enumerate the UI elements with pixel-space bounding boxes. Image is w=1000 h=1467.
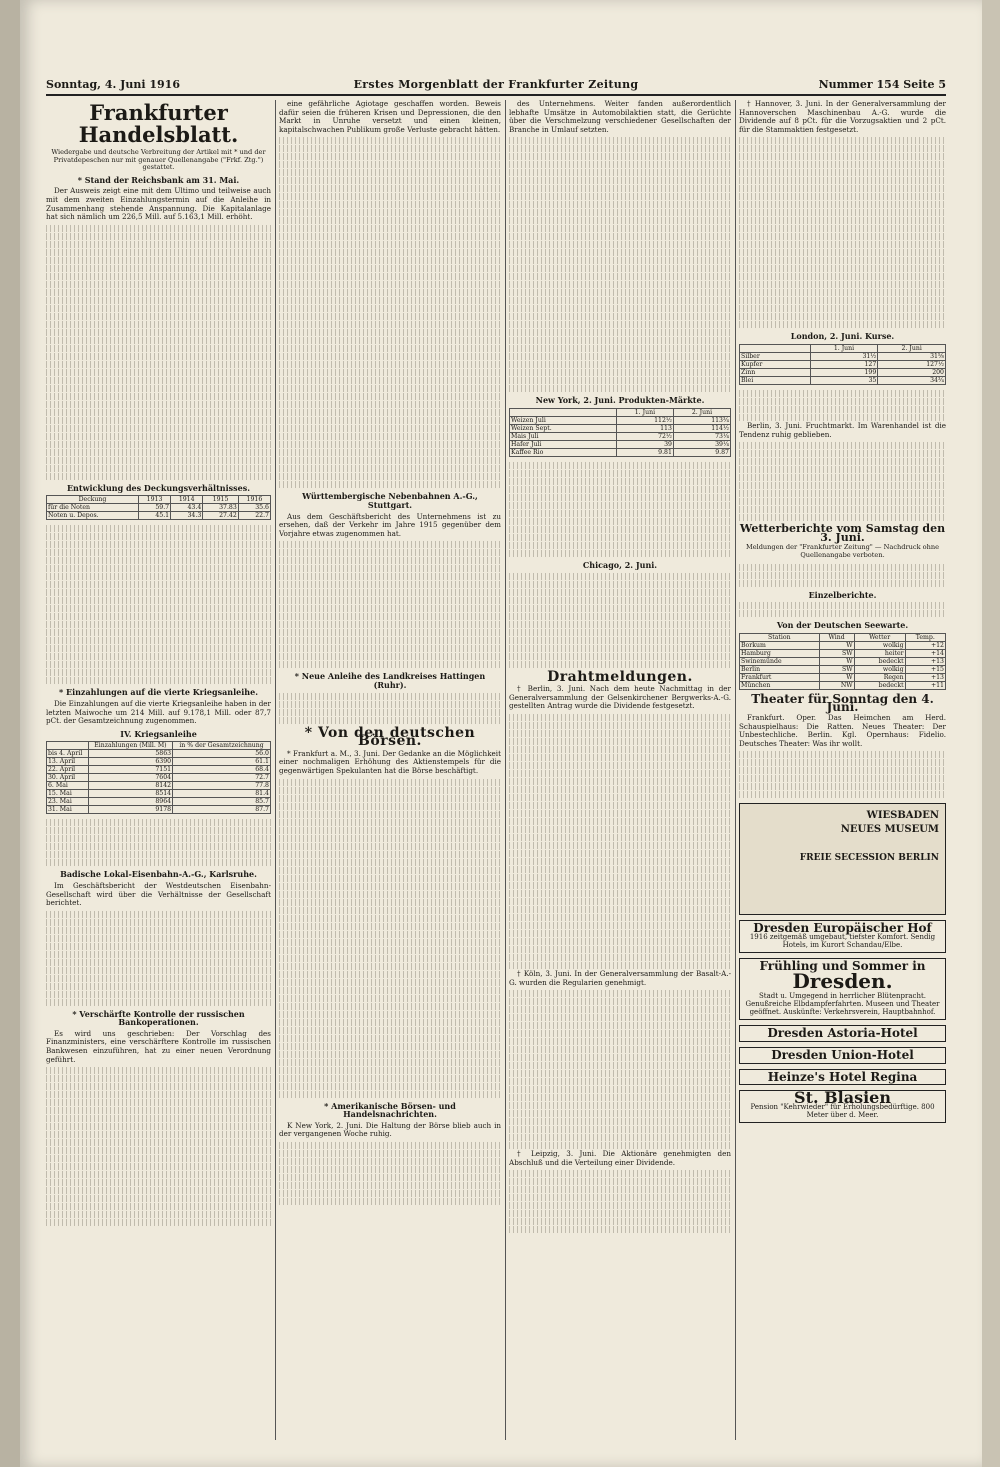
ad-heading: Frühling und Sommer in — [759, 958, 926, 973]
poster-line: FREIE SECESSION BERLIN — [799, 853, 939, 864]
table-cell: +15 — [905, 665, 945, 673]
table-cell: 7604 — [88, 774, 172, 782]
table-cell: 5863 — [88, 750, 172, 758]
table-cell: 15. Mai — [47, 790, 89, 798]
section-heading: Drahtmeldungen. — [547, 668, 693, 685]
table-cell: 34.3 — [171, 512, 203, 520]
table-cell: +14 — [905, 649, 945, 657]
article-heading: Badische Lokal-Eisenbahn-A.-G., Karlsruhe. — [60, 869, 257, 880]
column-rule — [505, 100, 506, 1440]
table-caption: Entwicklung des Deckungsverhältnisses. — [66, 482, 251, 493]
ad-dresden — [739, 958, 946, 1021]
ad-title: St. Blasien — [794, 1088, 891, 1108]
table-row — [47, 504, 271, 512]
article-text: eine gefährliche Agiotage geschaffen worden. Beweis dafür seien die früheren Krisen und Depressionen, die den Markt in Unruhe versetzt und einen kleinen, kapitalschwachen Publikum große Verluste gebracht hätten. — [279, 100, 501, 134]
table-row — [510, 416, 731, 424]
table-cell: wolkig — [854, 641, 905, 649]
table-caption: New York, 2. Juni. Produkten-Märkte. — [535, 395, 705, 406]
table-cell: 68.4 — [173, 766, 271, 774]
table-cell: 85.7 — [173, 798, 271, 806]
table-cell: 34¾ — [878, 376, 946, 384]
table-row — [47, 774, 271, 782]
table-cell: 30. April — [47, 774, 89, 782]
ad-astoria-hotel — [739, 1025, 946, 1042]
table-cell: bis 4. April — [47, 750, 89, 758]
table-row — [740, 681, 946, 689]
article-text: Es wird uns geschrieben: Der Vorschlag des Finanzministers, eine verschärftere Kontrolle im russischen Bankwesen einzuführen, hat zu einer neuen Verordnung geführt. — [46, 1028, 271, 1064]
table-cell: 22.7 — [238, 512, 270, 520]
table-cell: +13 — [905, 673, 945, 681]
table-cell: W — [819, 673, 854, 681]
article-text: † Berlin, 3. Juni. Nach dem heute Nachmittag in der Generalversammlung der Gelsenkirchener Bergwerks-A.-G. gestellten Antrag wurde die Dividende festgesetzt. — [509, 684, 731, 711]
table-cell: 23. Mai — [47, 798, 89, 806]
table-header: 1914 — [171, 496, 203, 504]
article-text: Im Geschäftsbericht der Westdeutschen Eisenbahn-Gesellschaft wird über die Verhältnisse der Gesellschaft berichtet. — [46, 880, 271, 908]
table-row — [740, 352, 946, 360]
table-row — [47, 790, 271, 798]
article-text: † Köln, 3. Juni. In der Generalversammlung der Basalt-A.-G. wurden die Regularien genehmigt. — [509, 968, 731, 987]
table-header: 1916 — [238, 496, 270, 504]
column-1 — [46, 100, 271, 1440]
table-cell: 8964 — [88, 798, 172, 806]
table-header: 1. Juni — [810, 344, 878, 352]
article-heading: * Stand der Reichsbank am 31. Mai. — [77, 174, 240, 185]
table-cell: Berlin — [740, 665, 820, 673]
table-row — [740, 376, 946, 384]
table-cell: 13. April — [47, 758, 89, 766]
table-cell: 112½ — [616, 416, 673, 424]
table-cell: 31½ — [810, 352, 878, 360]
table-row — [740, 641, 946, 649]
table-cell: +11 — [905, 681, 945, 689]
table-cell: bedeckt — [854, 681, 905, 689]
table-cell: für die Noten — [47, 504, 139, 512]
london-table — [739, 344, 946, 385]
table-row — [740, 368, 946, 376]
adjacent-page-strip — [0, 0, 20, 1467]
theater-text: Frankfurt. Oper. Das Heimchen am Herd. Schauspielhaus: Die Ratten. Neues Theater: Der Unbestechliche. Berlin. Kgl. Opernhaus: Fidelio. Deutsches Theater: Was ihr wollt. — [739, 712, 946, 748]
table-cell: Mais Juli — [510, 432, 617, 440]
table-cell: Weizen Sept. — [510, 424, 617, 432]
table-cell: Hamburg — [740, 649, 820, 657]
weather-title: Wetterberichte vom Samstag den 3. Juni. — [739, 522, 946, 544]
table-cell: Silber — [740, 352, 811, 360]
section-title: Frankfurter Handelsblatt. — [78, 100, 239, 147]
table-cell: +12 — [905, 641, 945, 649]
table-cell: 6. Mai — [47, 782, 89, 790]
article-text: * Frankfurt a. M., 3. Juni. Der Gedanke an die Möglichkeit einer nochmaligen Erhöhung des Aktienstempels für die gegenwärtigen Spekulanten hat die Börse beschäftigt. — [279, 748, 501, 775]
table-cell: 22. April — [47, 766, 89, 774]
table-cell: Frankfurt — [740, 673, 820, 681]
table-cell: 31. Mai — [47, 806, 89, 814]
table-cell: Kupfer — [740, 360, 811, 368]
column-2 — [279, 100, 501, 1440]
weather-table — [739, 633, 946, 690]
table-cell: 114½ — [673, 424, 730, 432]
table-cell: 35.6 — [238, 504, 270, 512]
table-cell: 77.8 — [173, 782, 271, 790]
ad-union-hotel — [739, 1047, 946, 1064]
table-cell: SW — [819, 649, 854, 657]
table-cell: Borkum — [740, 641, 820, 649]
table-row — [47, 798, 271, 806]
table-caption: Chicago, 2. Juni. — [582, 559, 658, 570]
table-row — [47, 766, 271, 774]
table-cell: 6390 — [88, 758, 172, 766]
table-cell: 31⅝ — [878, 352, 946, 360]
ad-text: Pension "Kehrwieder" für Erholungsbedürftige. 800 Meter über d. Meer. — [750, 1102, 935, 1119]
table-cell: Weizen Juli — [510, 416, 617, 424]
table-header — [510, 408, 617, 416]
table-row — [510, 448, 731, 456]
table-row — [510, 424, 731, 432]
ad-st-blasien — [739, 1090, 946, 1123]
table-row — [740, 665, 946, 673]
table-header: in % der Gesamtzeichnung — [173, 742, 271, 750]
article-heading: * Verschärfte Kontrolle der russischen Bankoperationen. — [72, 1008, 245, 1028]
table-cell: Noten u. Depos. — [47, 512, 139, 520]
ad-title: Dresden Union-Hotel — [771, 1048, 914, 1063]
table-caption: London, 2. Juni. Kurse. — [790, 331, 895, 342]
ad-title: Dresden Europäischer Hof — [753, 921, 932, 936]
table-cell: Zinn — [740, 368, 811, 376]
table-cell: 8142 — [88, 782, 172, 790]
table-cell: 127½ — [878, 360, 946, 368]
column-rule — [275, 100, 276, 1440]
exhibition-poster — [739, 803, 946, 915]
table-cell: 27.42 — [203, 512, 239, 520]
table-cell: 113 — [616, 424, 673, 432]
table-cell: NW — [819, 681, 854, 689]
ad-title: Heinze's Hotel Regina — [767, 1069, 918, 1084]
column-4 — [739, 100, 946, 1440]
table-header — [47, 742, 89, 750]
article-text: K New York, 2. Juni. Die Haltung der Börse blieb auch in der vergangenen Woche ruhig. — [279, 1120, 501, 1139]
article-text: Berlin, 3. Juni. Fruchtmarkt. Im Warenhandel ist die Tendenz ruhig geblieben. — [739, 420, 946, 439]
table-row — [47, 750, 271, 758]
table-header: Einzahlungen (Mill. M) — [88, 742, 172, 750]
table-header: 2. Juni — [878, 344, 946, 352]
table-row — [47, 512, 271, 520]
article-heading: * Amerikanische Börsen- und Handelsnachrichten. — [324, 1100, 456, 1120]
table-cell: W — [819, 641, 854, 649]
table-cell: heiter — [854, 649, 905, 657]
table-cell: 73¼ — [673, 432, 730, 440]
table-header: Wind — [819, 633, 854, 641]
table-row — [740, 657, 946, 665]
table-cell: 9.87 — [673, 448, 730, 456]
table-cell: 87.7 — [173, 806, 271, 814]
produkte-table — [509, 408, 731, 457]
table-cell: 39¼ — [673, 440, 730, 448]
table-cell: 199 — [810, 368, 878, 376]
article-text: Die Einzahlungen auf die vierte Kriegsanleihe haben in der letzten Maiwoche um 214 Mill. auf 9.178,1 Mill. oder 87,7 pCt. der Gesamtzeichnung zugenommen. — [46, 698, 271, 726]
table-caption: Einzelberichte. — [808, 589, 877, 600]
section-heading: * Von den deutschen Börsen. — [304, 724, 476, 750]
table-cell: +13 — [905, 657, 945, 665]
table-row — [740, 649, 946, 657]
section-subtitle: Wiedergabe und deutsche Verbreitung der Artikel mit * und der Privatdepeschen nur mit genauer Quellenangabe ("Frkf. Ztg.") gestattet. — [51, 148, 266, 172]
table-cell: Hafer Juli — [510, 440, 617, 448]
table-cell: Kaffee Rio — [510, 448, 617, 456]
table-row — [47, 758, 271, 766]
table-header: Deckung — [47, 496, 139, 504]
table-header: 1915 — [203, 496, 239, 504]
table-cell: 113¾ — [673, 416, 730, 424]
article-text: des Unternehmens. Weiter fanden außerordentlich lebhafte Umsätze in Automobilaktien statt, die Gerüchte über die Verschmelzung verschiedener Gesellschaften der Branche in Umlauf setzten. — [509, 100, 731, 134]
table-cell: 35 — [810, 376, 878, 384]
table-cell: 45.1 — [138, 512, 170, 520]
table-header: 2. Juni — [673, 408, 730, 416]
column-rule — [735, 100, 736, 1440]
ad-text: Stadt u. Umgegend in herrlicher Blütenpracht. Genußreiche Elbdampferfahrten. Museen und Theater geöffnet. Auskünfte: Verkehrsverein, Hauptbahnhof. — [745, 992, 940, 1017]
masthead — [46, 78, 946, 96]
ad-text: 1916 zeitgemäß umgebaut, tiefster Komfort. Sendig Hotels, im Kurort Schandau/Elbe. — [749, 932, 936, 949]
table-cell: SW — [819, 665, 854, 673]
table-header: Wetter — [854, 633, 905, 641]
article-text: Der Ausweis zeigt eine mit dem Ultimo und teilweise auch mit dem zweiten Einzahlungstermin auf die Anleihe in Zusammenhang stehende Anspannung. Die Kapitalanlage hat sich nämlich um 226,5 Mill. auf 5.163,1 Mill. erhöht. — [46, 186, 271, 222]
table-row — [740, 673, 946, 681]
table-header: 1. Juni — [616, 408, 673, 416]
table-caption: Von der Deutschen Seewarte. — [776, 620, 909, 631]
deckung-table — [46, 495, 271, 520]
table-cell: W — [819, 657, 854, 665]
ad-title: Dresden. — [792, 969, 893, 994]
table-cell: 59.7 — [138, 504, 170, 512]
table-header — [740, 344, 811, 352]
article-heading: * Einzahlungen auf die vierte Kriegsanleihe. — [59, 687, 258, 698]
table-cell: Regen — [854, 673, 905, 681]
table-cell: 81.4 — [173, 790, 271, 798]
table-cell: 72.7 — [173, 774, 271, 782]
table-cell: bedeckt — [854, 657, 905, 665]
table-header: Station — [740, 633, 820, 641]
poster-line: WIESBADEN — [866, 810, 939, 822]
table-cell: 127 — [810, 360, 878, 368]
table-cell: 72½ — [616, 432, 673, 440]
table-cell: 9.81 — [616, 448, 673, 456]
article-text: Aus dem Geschäftsbericht des Unternehmens ist zu ersehen, daß der Verkehr im Jahre 1915 gegenüber dem Vorjahre etwas zugenommen hat. — [279, 511, 501, 538]
table-cell: 200 — [878, 368, 946, 376]
weather-subtitle: Meldungen der "Frankfurter Zeitung" — Nachdruck ohne Quellenangabe verboten. — [745, 543, 940, 559]
table-cell: 56.0 — [173, 750, 271, 758]
poster-line: NEUES MUSEUM — [840, 824, 939, 836]
table-cell: Blei — [740, 376, 811, 384]
ad-europaeischer-hof — [739, 920, 946, 953]
table-row — [740, 360, 946, 368]
table-cell: 8514 — [88, 790, 172, 798]
article-text: † Hannover, 3. Juni. In der Generalversammlung der Hannoverschen Maschinenbau A.-G. wurde die Dividende auf 8 pCt. für die Vorzugsaktien und 2 pCt. für die Stammaktien festgesetzt. — [739, 100, 946, 134]
table-cell: 9178 — [88, 806, 172, 814]
ad-title: Dresden Astoria-Hotel — [767, 1026, 918, 1041]
article-heading: Württembergische Nebenbahnen A.-G., Stuttgart. — [302, 491, 478, 510]
table-row — [510, 432, 731, 440]
ad-hotel-regina — [739, 1069, 946, 1086]
issue-date: Sonntag, 4. Juni 1916 — [46, 78, 180, 91]
table-row — [47, 806, 271, 814]
table-row — [47, 782, 271, 790]
table-header: Temp. — [905, 633, 945, 641]
article-heading: * Neue Anleihe des Landkreises Hattingen (Ruhr). — [294, 671, 486, 690]
theater-title: Theater für Sonntag den 4. Juni. — [751, 691, 934, 715]
table-cell: wolkig — [854, 665, 905, 673]
table-cell: Swinemünde — [740, 657, 820, 665]
table-header: 1913 — [138, 496, 170, 504]
table-cell: 61.1 — [173, 758, 271, 766]
table-cell: 39 — [616, 440, 673, 448]
newspaper-title: Erstes Morgenblatt der Frankfurter Zeitung — [353, 78, 639, 91]
table-caption: IV. Kriegsanleihe — [120, 728, 197, 739]
table-cell: 43.4 — [171, 504, 203, 512]
table-cell: München — [740, 681, 820, 689]
article-text: † Leipzig, 3. Juni. Die Aktionäre genehmigten den Abschluß und die Verteilung einer Dividende. — [509, 1149, 731, 1167]
table-row — [510, 440, 731, 448]
issue-number: Nummer 154 Seite 5 — [818, 78, 946, 91]
table-cell: 7151 — [88, 766, 172, 774]
kriegsanleihe-table — [46, 741, 271, 814]
column-3 — [509, 100, 731, 1440]
table-cell: 37.83 — [203, 504, 239, 512]
